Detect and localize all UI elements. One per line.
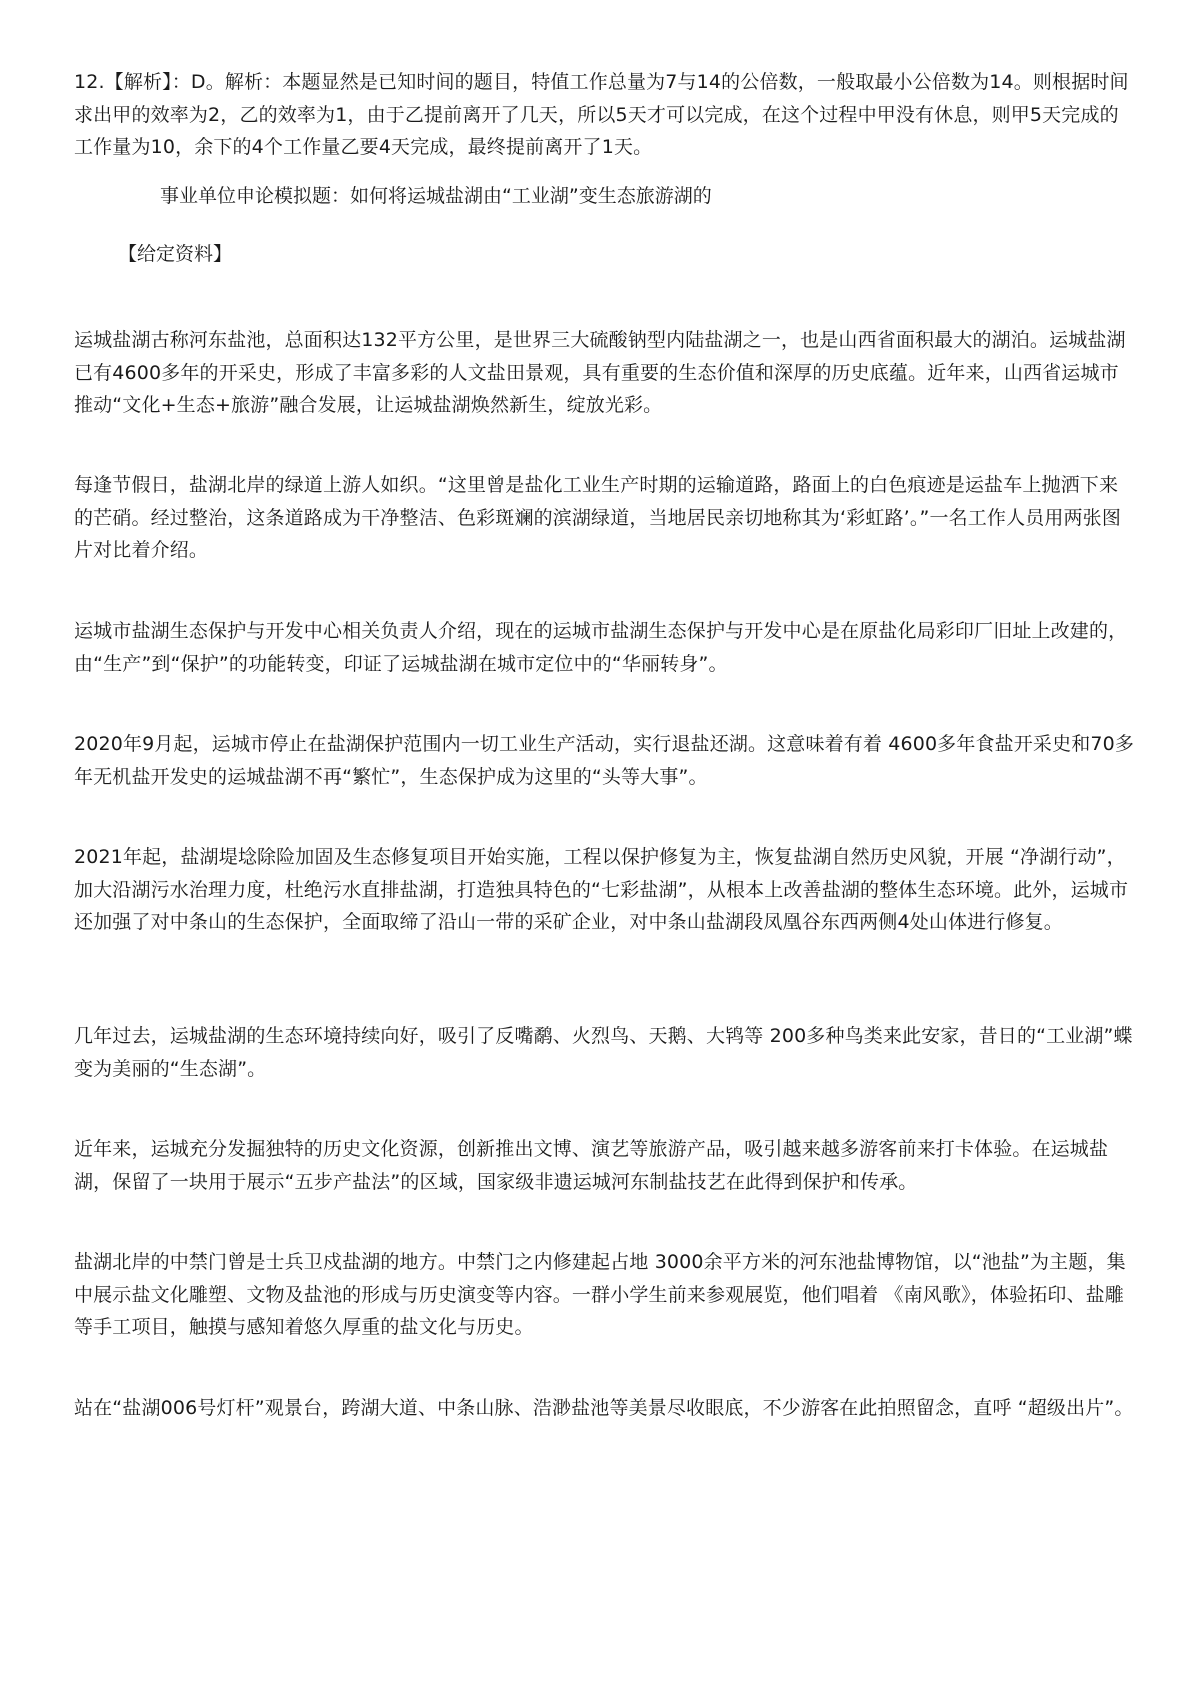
paragraph-8: 盐湖北岸的中禁门曾是士兵卫戍盐湖的地方。中禁门之内修建起占地 3000余平方米的河东池盐博物馆，以“池盐”为主题，集中展示盐文化雕塑、文物及盐池的形成与历史演变等内容。一群小学生前来参观展览，他们唱着 《南风歌》，体验拓印、盐雕等手工项目，触摸与感知着悠久厚重的盐文化与历史。	[74, 1251, 1126, 1338]
paragraph-2: 每逢节假日，盐湖北岸的绿道上游人如织。“这里曾是盐化工业生产时期的运输道路，路面上的白色痕迹是运盐车上抛洒下来的芒硝。经过整治，这条道路成为干净整洁、色彩斑斓的滨湖绿道，当地居民亲切地称其为‘彩虹路’。”一名工作人员用两张图片对比着介绍。	[74, 474, 1121, 561]
paragraph-6: 几年过去，运城盐湖的生态环境持续向好，吸引了反嘴鹬、火烈鸟、天鹅、大鸨等 200多种鸟类来此安家，昔日的“工业湖”蝶变为美丽的“生态湖”。	[74, 1025, 1133, 1080]
section-label: 【给定资料】	[118, 243, 233, 265]
answer-explanation: 12.【解析】：D。解析：本题显然是已知时间的题目，特值工作总量为7与14的公倍数，一般取最小公倍数为14。则根据时间求出甲的效率为2，乙的效率为1，由于乙提前离开了几天，所以5天才可以完成，在这个过程中甲没有休息，则甲5天完成的工作量为10，余下的4个工作量乙要4天完成，最终提前离开了1天。	[74, 71, 1129, 158]
paragraph-1: 运城盐湖古称河东盐池，总面积达132平方公里，是世界三大硫酸钠型内陆盐湖之一，也是山西省面积最大的湖泊。运城盐湖已有4600多年的开采史，形成了丰富多彩的人文盐田景观，具有重要的生态价值和深厚的历史底蕴。近年来，山西省运城市推动“文化+生态+旅游”融合发展，让运城盐湖焕然新生，绽放光彩。	[74, 329, 1126, 416]
paragraph-9: 站在“盐湖006号灯杆”观景台，跨湖大道、中条山脉、浩渺盐池等美景尽收眼底，不少游客在此拍照留念，直呼 “超级出片”。	[74, 1397, 1134, 1419]
paragraph-4: 2020年9月起，运城市停止在盐湖保护范围内一切工业生产活动，实行退盐还湖。这意味着有着 4600多年食盐开采史和70多年无机盐开发史的运城盐湖不再“繁忙”，生态保护成为这里的“头等大事”。	[74, 733, 1135, 788]
paragraph-3: 运城市盐湖生态保护与开发中心相关负责人介绍，现在的运城市盐湖生态保护与开发中心是在原盐化局彩印厂旧址上改建的，由“生产”到“保护”的功能转变，印证了运城盐湖在城市定位中的“华丽转身”。	[74, 620, 1128, 675]
exam-title: 事业单位申论模拟题：如何将运城盐湖由“工业湖”变生态旅游湖的	[160, 185, 712, 207]
paragraph-5: 2021年起，盐湖堤埝除险加固及生态修复项目开始实施，工程以保护修复为主，恢复盐湖自然历史风貌，开展 “净湖行动”，加大沿湖污水治理力度，杜绝污水直排盐湖，打造独具特色的“七彩盐湖”，从根本上改善盐湖的整体生态环境。此外，运城市还加强了对中条山的生态保护，全面取缔了沿山一带的采矿企业，对中条山盐湖段凤凰谷东西两侧4处山体进行修复。	[74, 846, 1129, 933]
paragraph-7: 近年来，运城充分发掘独特的历史文化资源，创新推出文博、演艺等旅游产品，吸引越来越多游客前来打卡体验。在运城盐湖，保留了一块用于展示“五步产盐法”的区域，国家级非遗运城河东制盐技艺在此得到保护和传承。	[74, 1138, 1109, 1193]
